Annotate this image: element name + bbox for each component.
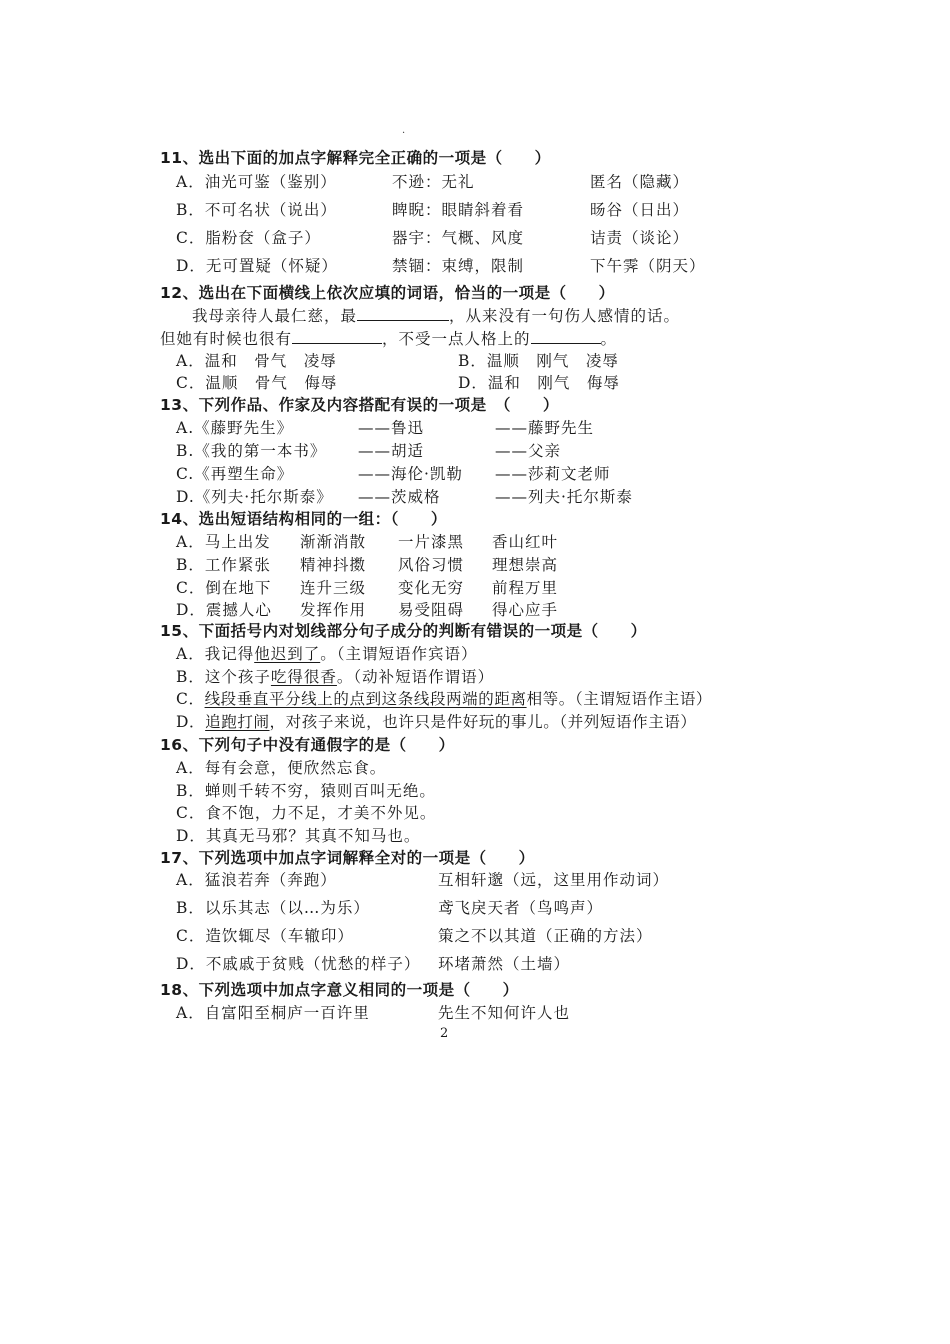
q13-d-work: D.《列夫·托尔斯泰》 [176, 488, 333, 506]
q11-b-1: B．不可名状（说出） [176, 201, 337, 219]
q13-b-author: ——胡适 [358, 442, 425, 460]
q18-a-1: A．自富阳至桐庐一百许里 [176, 1004, 370, 1022]
q14-c-1: C．倒在地下 [176, 579, 272, 597]
q15-option-c [176, 687, 712, 709]
q14-a-2: 渐渐消散 [300, 533, 367, 551]
q17-c-1: C．造饮辄尽（车辙印） [176, 927, 354, 945]
q15-option-d [176, 710, 697, 732]
q11-b-3: 旸谷（日出） [590, 201, 690, 219]
q15-d-post: ，对孩子来说，也许只是件好玩的事儿。（并列短语作主语） [269, 713, 697, 731]
q13-a-content: ——藤野先生 [495, 419, 595, 437]
q17-b-1: B．以乐其志（以…为乐） [176, 899, 370, 917]
q18-a-2: 先生不知何许人也 [438, 1004, 571, 1022]
q15-b-pre: B．这个孩子 [176, 668, 271, 686]
q15-option-b [176, 665, 494, 687]
q13-b-work: B.《我的第一本书》 [176, 442, 327, 460]
q14-b-2: 精神抖擞 [300, 556, 367, 574]
q13-a-work: A.《藤野先生》 [176, 419, 294, 437]
q12-option-b: B．温顺 刚气 凌辱 [458, 352, 619, 370]
q11-c-2: 器宇：气概、风度 [392, 229, 525, 247]
q13-c-work: C.《再塑生命》 [176, 465, 294, 483]
q13-b-content: ——父亲 [495, 442, 562, 460]
q12-blank-3 [531, 329, 601, 344]
q14-a-4: 香山红叶 [492, 533, 559, 551]
q15-c-underlined: 线段垂直平分线上的点到这条线段两端的距离 [204, 690, 527, 708]
page-number: 2 [440, 1026, 449, 1041]
q17-a-2: 互相轩邈（远，这里用作动词） [438, 871, 670, 889]
question-16-title: 16、下列句子中没有通假字的是（ ） [160, 736, 455, 754]
q14-c-4: 前程万里 [492, 579, 559, 597]
q11-b-2: 睥睨：眼睛斜着看 [392, 201, 525, 219]
scan-dot: · [402, 128, 406, 139]
question-18-title: 18、下列选项中加点字意义相同的一项是（ ） [160, 981, 519, 999]
q14-a-1: A．马上出发 [176, 533, 271, 551]
q15-option-a [176, 642, 477, 664]
q16-option-b: B．蝉则千转不穷，猿则百叫无绝。 [176, 782, 436, 800]
q13-a-author: ——鲁迅 [358, 419, 425, 437]
q13-d-author: ——茨威格 [358, 488, 441, 506]
q12-blank-1 [357, 306, 449, 321]
q14-c-3: 变化无穷 [398, 579, 465, 597]
q17-b-2: 鸢飞戾天者（鸟鸣声） [438, 899, 604, 917]
q13-c-author: ——海伦·凯勒 [358, 465, 463, 483]
question-12-title: 12、选出在下面横线上依次应填的词语，恰当的一项是（ ） [160, 284, 615, 302]
q12-sentence-line-1 [192, 304, 680, 326]
q17-d-2: 环堵萧然（土墙） [438, 955, 571, 973]
q11-a-1: A．油光可鉴（鉴别） [176, 173, 337, 191]
q11-d-1: D．无可置疑（怀疑） [176, 257, 338, 275]
q14-d-2: 发挥作用 [300, 601, 367, 619]
question-15-title: 15、下面括号内对划线部分句子成分的判断有错误的一项是（ ） [160, 622, 647, 640]
q15-b-post: 。（动补短语作谓语） [336, 668, 495, 686]
q14-b-3: 风俗习惯 [398, 556, 465, 574]
q17-d-1: D．不戚戚于贫贱（忧愁的样子） [176, 955, 421, 973]
q15-b-underlined: 吃得很香 [270, 668, 337, 686]
q15-c-pre: C． [176, 690, 205, 708]
question-11-title: 11、选出下面的加点字解释完全正确的一项是（ ） [160, 149, 551, 167]
q11-d-3: 下午霁（阴天） [590, 257, 706, 275]
q15-a-underlined: 他迟到了 [254, 645, 321, 663]
q11-c-3: 诘责（谈论） [590, 229, 690, 247]
q13-d-content: ——列夫·托尔斯泰 [495, 488, 633, 506]
q11-a-2: 不逊：无礼 [392, 173, 475, 191]
q14-d-4: 得心应手 [492, 601, 559, 619]
q15-d-underlined: 追跑打闹 [205, 713, 270, 731]
q11-d-2: 禁锢：束缚，限制 [392, 257, 525, 275]
q12-option-d: D．温和 刚气 侮辱 [458, 374, 620, 392]
q12-line2-text-c: 。 [600, 330, 618, 348]
q15-a-post: 。（主谓短语作宾语） [320, 645, 478, 663]
question-13-title: 13、下列作品、作家及内容搭配有误的一项是 （ ） [160, 396, 559, 414]
q14-b-1: B．工作紧张 [176, 556, 271, 574]
q14-b-4: 理想崇高 [492, 556, 559, 574]
q12-sentence-line-2 [160, 327, 617, 349]
q12-line2-text-a: 但她有时候也很有 [160, 330, 293, 348]
q14-a-3: 一片漆黑 [398, 533, 465, 551]
q12-line1-text-a: 我母亲待人最仁慈，最 [192, 307, 358, 325]
q17-a-1: A．猛浪若奔（奔跑） [176, 871, 337, 889]
q16-option-c: C．食不饱，力不足，才美不外见。 [176, 804, 437, 822]
question-14-title: 14、选出短语结构相同的一组：（ ） [160, 510, 447, 528]
q12-option-c: C．温顺 骨气 侮辱 [176, 374, 338, 392]
q12-line2-text-b: ，不受一点人格上的 [382, 330, 531, 348]
q17-c-2: 策之不以其道（正确的方法） [438, 927, 653, 945]
q12-option-a: A．温和 骨气 凌辱 [176, 352, 337, 370]
q16-option-d: D．其真无马邪？其真不知马也。 [176, 827, 421, 845]
q12-line1-text-b: ，从来没有一句伤人感情的话。 [449, 307, 681, 325]
q14-c-2: 连升三级 [300, 579, 367, 597]
q15-a-pre: A．我记得 [176, 645, 255, 663]
q13-c-content: ——莎莉文老师 [495, 465, 611, 483]
q11-c-1: C．脂粉奁（盒子） [176, 229, 321, 247]
q15-d-pre: D． [176, 713, 206, 731]
question-17-title: 17、下列选项中加点字词解释全对的一项是（ ） [160, 849, 535, 867]
q12-blank-2 [292, 329, 382, 344]
q14-d-3: 易受阻碍 [398, 601, 465, 619]
q14-d-1: D．震撼人心 [176, 601, 272, 619]
q11-a-3: 匿名（隐藏） [590, 173, 690, 191]
q15-c-post: 相等。（主谓短语作主语） [526, 690, 713, 708]
q16-option-a: A．每有会意，便欣然忘食。 [176, 759, 387, 777]
